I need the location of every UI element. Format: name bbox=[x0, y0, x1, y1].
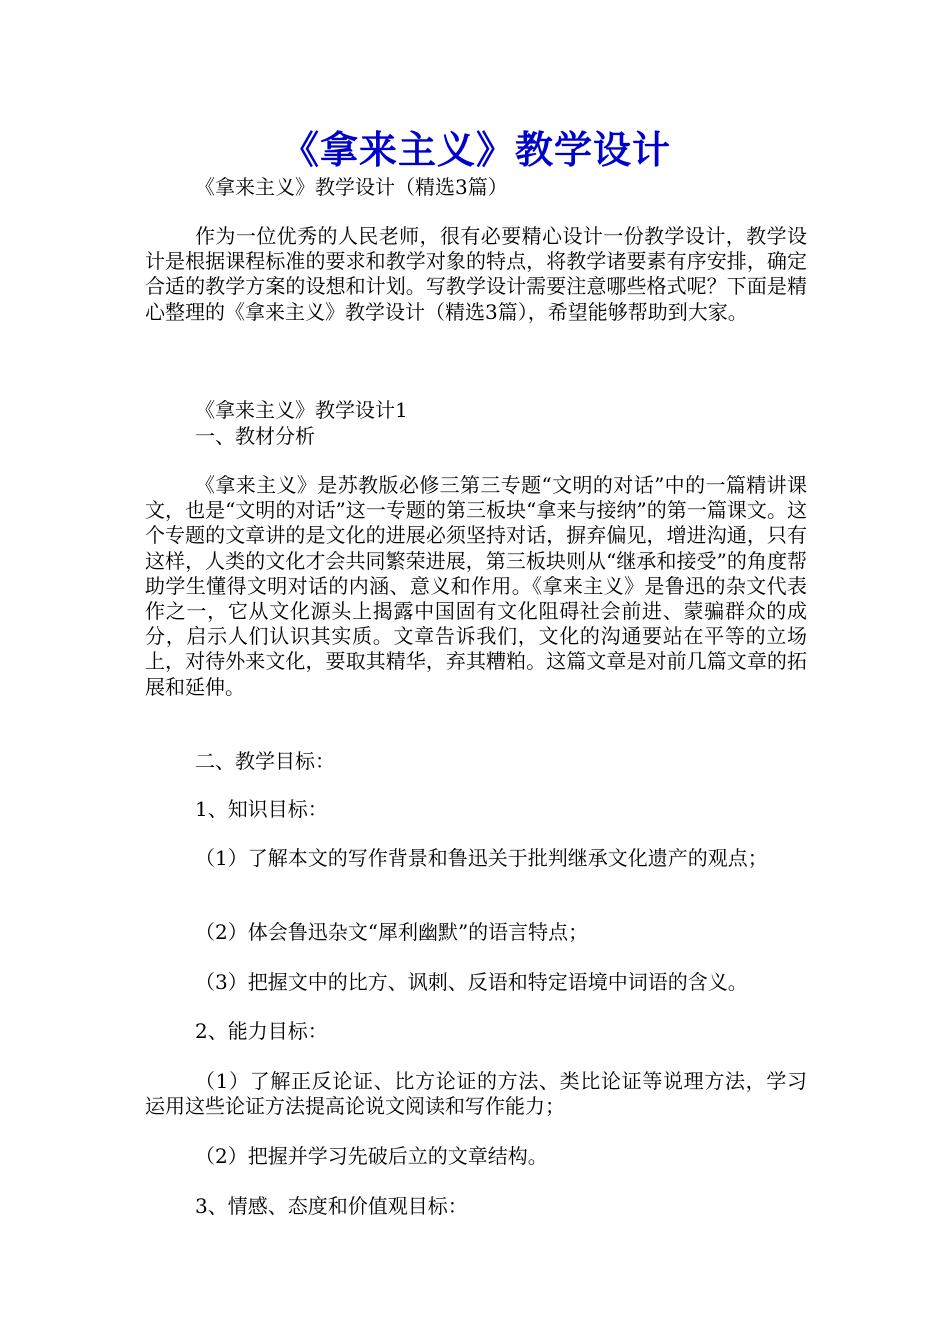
intro-paragraph: 作为一位优秀的人民老师，很有必要精心设计一份教学设计，教学设计是根据课程标准的要求和教学对象的特点，将教学诸要素有序安排，确定合适的教学方案的设想和计划。写教学设计需要注意哪些格式呢？下面是精心整理的《拿来主义》教学设计（精选3篇），希望能够帮助到大家。 bbox=[145, 224, 807, 324]
goal2-heading: 2、能力目标： bbox=[195, 1019, 328, 1043]
document-title: 《拿来主义》教学设计 bbox=[280, 127, 671, 172]
section-heading: 《拿来主义》教学设计1 bbox=[195, 398, 408, 422]
goal2-item1: （1）了解正反论证、比方论证的方法、类比论证等说理方法，学习运用这些论证方法提高论说文阅读和写作能力； bbox=[145, 1069, 807, 1119]
goal1-item2: （2）体会鲁迅杂文“犀利幽默”的语言特点； bbox=[195, 920, 589, 944]
part1-paragraph: 《拿来主义》是苏教版必修三第三专题“文明的对话”中的一篇精讲课文，也是“文明的对话”这一专题的第三板块“拿来与接纳”的第一篇课文。这个专题的文章讲的是文化的进展必须坚持对话，摒弃偏见，增进沟通，只有这样，人类的文化才会共同繁荣进展，第三板块则从“继承和接受”的角度帮助学生懂得文明对话的内涵、意义和作用。《拿来主义》是鲁迅的杂文代表作之一，它从文化源头上揭露中国固有文化阻碍社会前进、蒙骗群众的成分，启示人们认识其实质。文章告诉我们，文化的沟通要站在平等的立场上，对待外来文化，要取其精华，弃其糟粕。这篇文章是对前几篇文章的拓展和延伸。 bbox=[145, 473, 807, 699]
goal1-item3: （3）把握文中的比方、讽刺、反语和特定语境中词语的含义。 bbox=[195, 970, 748, 994]
goal1-item1: （1）了解本文的写作背景和鲁迅关于批判继承文化遗产的观点； bbox=[195, 846, 768, 870]
part2-heading: 二、教学目标： bbox=[195, 749, 335, 773]
part1-heading: 一、教材分析 bbox=[195, 424, 315, 448]
document-subtitle: 《拿来主义》教学设计（精选3篇） bbox=[195, 175, 508, 199]
goal1-heading: 1、知识目标： bbox=[195, 797, 328, 821]
goal2-item2: （2）把握并学习先破后立的文章结构。 bbox=[195, 1144, 548, 1168]
goal3-heading: 3、情感、态度和价值观目标： bbox=[195, 1194, 468, 1218]
